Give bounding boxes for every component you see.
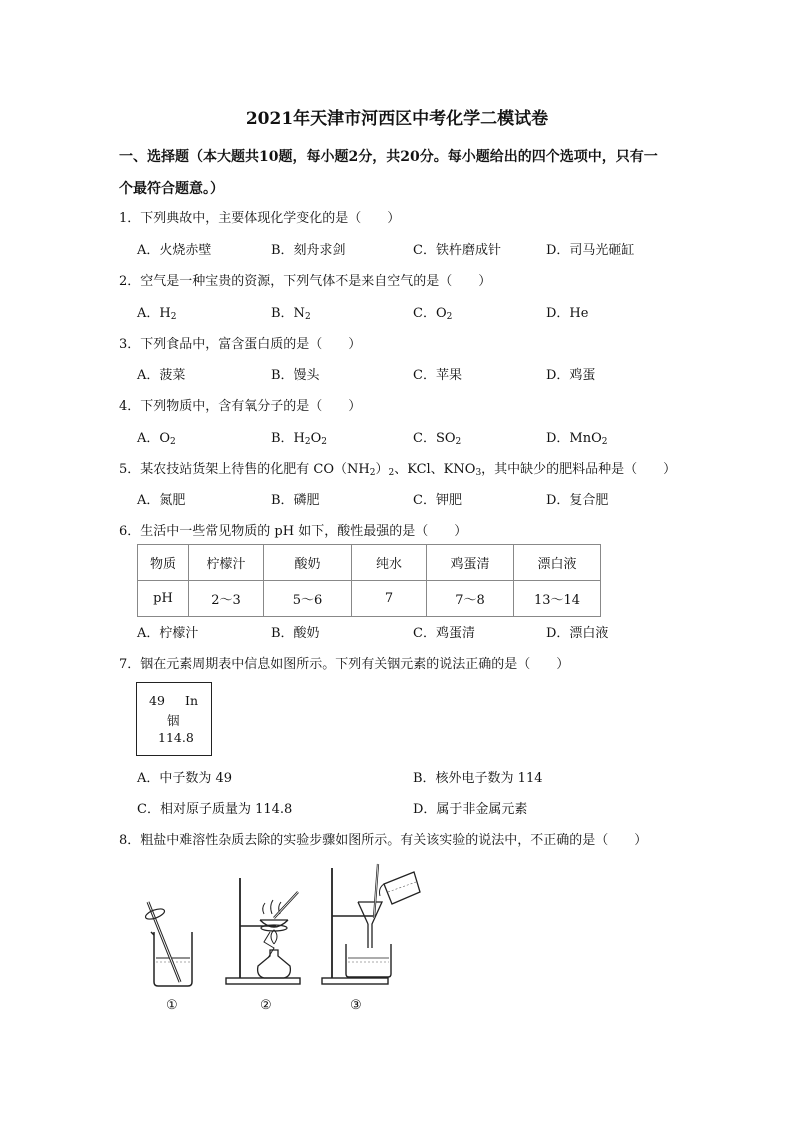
element-symbol: In	[185, 693, 198, 708]
question-2-stem: 2．空气是一种宝贵的资源，下列气体不是来自空气的是（ ）	[119, 274, 492, 289]
element-card-indium	[136, 682, 212, 756]
q4-option-d: D．MnO$_2$	[546, 431, 608, 447]
q3-option-d: D．鸡蛋	[546, 368, 596, 383]
question-3-stem: 3．下列食品中，富含蛋白质的是（ ）	[119, 337, 362, 352]
element-atomic-number: 49	[149, 693, 165, 708]
filtration-apparatus-figure	[318, 862, 422, 995]
question-6-stem: 6．生活中一些常见物质的 pH 如下，酸性最强的是（ ）	[119, 524, 468, 539]
q2-option-a: A．$H_2$	[137, 306, 177, 322]
q6-option-d: D．漂白液	[546, 626, 609, 641]
table-cell: 鸡蛋清	[427, 545, 514, 581]
table-cell: 纯水	[352, 545, 427, 581]
table-cell: 5～6	[264, 581, 352, 617]
q6-option-a: A．柠檬汁	[137, 626, 199, 641]
q1-option-c: C．铁杵磨成针	[413, 243, 501, 258]
q4-option-b: B．$H_2O_2$	[271, 431, 328, 447]
q7-option-b: B．核外电子数为 114	[413, 771, 543, 786]
question-7-stem: 7．铟在元素周期表中信息如图所示。下列有关铟元素的说法正确的是（ ）	[119, 657, 570, 672]
q7-option-a: A．中子数为 49	[137, 771, 233, 786]
question-5-stem: 5．某农技站货架上待售的化肥有 $CO(NH_2)_2$、KCl、$KNO_3$，其中缺少的肥料品种是（ ）	[119, 462, 677, 478]
section-heading-line2: 个最符合题意。）	[119, 181, 224, 197]
table-cell: 柠檬汁	[189, 545, 264, 581]
question-8-stem: 8．粗盐中难溶性杂质去除的实验步骤如图所示。有关该实验的说法中，不正确的是（ ）	[119, 833, 648, 848]
q1-option-a: A．火烧赤壁	[137, 243, 212, 258]
dissolving-beaker-figure	[140, 890, 200, 995]
q1-option-b: B．刻舟求剑	[271, 243, 346, 258]
question-4-stem: 4．下列物质中，含有氧分子的是（ ）	[119, 399, 362, 414]
figure-label-1: ①	[166, 998, 178, 1013]
ph-table	[137, 544, 601, 617]
table-cell: 酸奶	[264, 545, 352, 581]
q3-option-c: C．苹果	[413, 368, 462, 383]
q4-option-a: A．$O_2$	[137, 431, 176, 447]
table-cell: 13～14	[514, 581, 601, 617]
q2-option-d: D．He	[546, 306, 589, 321]
q6-option-c: C．鸡蛋清	[413, 626, 475, 641]
q5-option-c: C．钾肥	[413, 493, 462, 508]
q3-option-a: A．菠菜	[137, 368, 186, 383]
question-1-stem: 1．下列典故中，主要体现化学变化的是（ ）	[119, 211, 401, 226]
q5-option-a: A．氮肥	[137, 493, 186, 508]
q3-option-b: B．馒头	[271, 368, 320, 383]
page-title: 2021年天津市河西区中考化学二模试卷	[245, 109, 549, 129]
element-name: 铟	[167, 713, 180, 728]
table-cell: 7	[352, 581, 427, 617]
table-row	[138, 545, 601, 581]
q2-option-b: B．$N_2$	[271, 306, 311, 322]
table-cell: 7～8	[427, 581, 514, 617]
figure-label-2: ②	[260, 998, 272, 1013]
table-cell: 物质	[138, 545, 189, 581]
element-atomic-mass: 114.8	[158, 730, 194, 745]
table-cell: 2～3	[189, 581, 264, 617]
table-cell: pH	[138, 581, 189, 617]
table-cell: 漂白液	[514, 545, 601, 581]
q1-option-d: D．司马光砸缸	[546, 243, 635, 258]
q4-option-c: C．$SO_2$	[413, 431, 462, 447]
q7-option-d: D．属于非金属元素	[413, 802, 528, 817]
section-heading-line1: 一、选择题（本大题共10题，每小题2分，共20分。每小题给出的四个选项中，只有一	[119, 149, 658, 165]
q2-option-c: C．$O_2$	[413, 306, 453, 322]
table-row	[138, 581, 601, 617]
q7-option-c: C．相对原子质量为 114.8	[137, 802, 293, 817]
figure-label-3: ③	[350, 998, 362, 1013]
q5-option-b: B．磷肥	[271, 493, 320, 508]
evaporation-apparatus-figure	[222, 870, 304, 995]
q5-option-d: D．复合肥	[546, 493, 609, 508]
q6-option-b: B．酸奶	[271, 626, 320, 641]
